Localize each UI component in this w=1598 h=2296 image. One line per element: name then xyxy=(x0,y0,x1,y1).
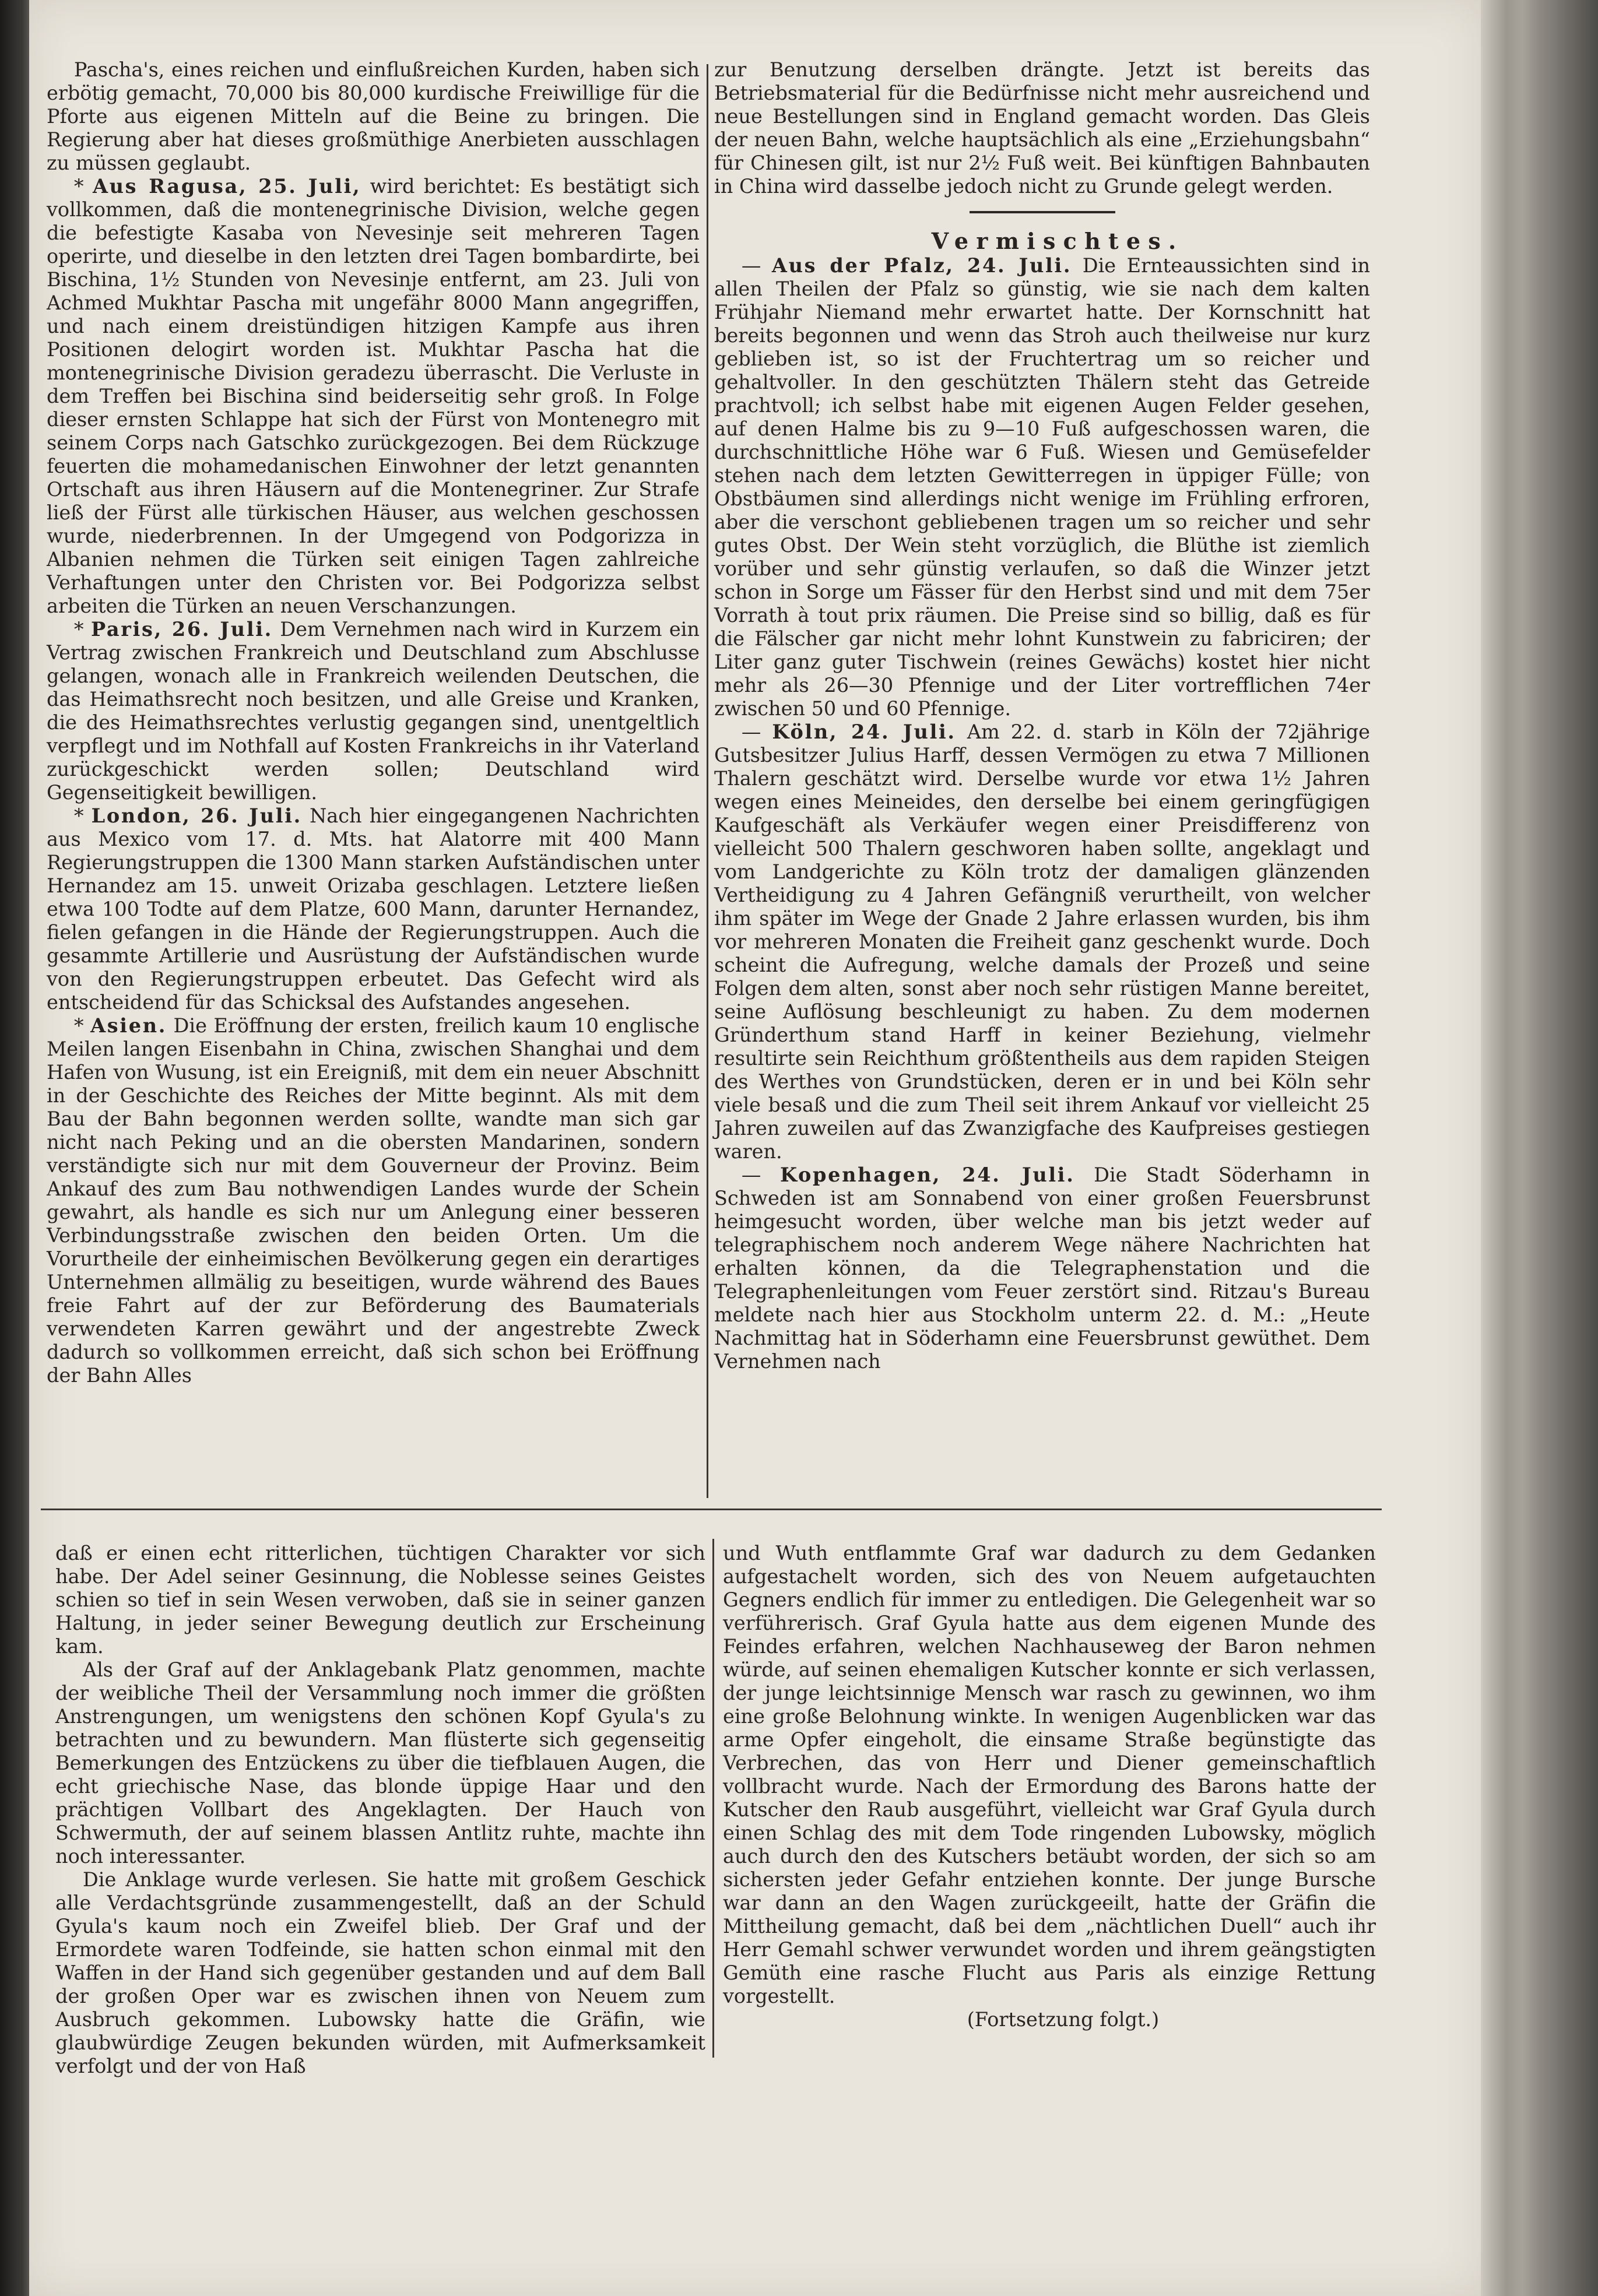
article-body: Die Stadt Söderhamn in Schweden ist am Sonnabend von einer großen Feuersbrunst heimgesucht worden, über welche man bis jetzt weder auf telegraphischem noch anderem Wege nähere Nachrichten hat erhalten können, da die Telegraphenstation und die Telegraphenleitungen vom Feuer zerstört sind. Ritzau's Bureau meldete nach hier aus Stockholm unterm 22. d. M.: „Heute Nachmittag hat in Söderhamn eine Feuersbrunst gewüthet. Dem Vernehmen nach xyxy=(714,1163,1370,1373)
column-bottom-right xyxy=(723,1542,1376,2031)
article-marker: — xyxy=(741,1163,780,1186)
column-top-right xyxy=(714,58,1370,1373)
article-body: Die Eröffnung der ersten, freilich kaum 10 englische Meilen langen Eisenbahn in China, zwischen Shanghai und dem Hafen von Wusung, ist ein Ereigniß, mit dem ein neuer Abschnitt in der Geschichte des Reiches der Mitte beginnt. Als mit dem Bau der Bahn begonnen werden sollte, wandte man sich gar nicht nach Peking und an die obersten Mandarinen, sondern verständigte sich nur mit dem Gouverneur der Provinz. Beim Ankauf des zum Bau nothwendigen Landes wurde der Schein gewahrt, als handle es sich nur um Anlegung einer besseren Verbindungsstraße zwischen den beiden Orten. Um die Vorurtheile der einheimischen Bevölkerung gegen ein derartiges Unternehmen allmälig zu beseitigen, wurde während des Baues freie Fahrt auf der zur Beförderung des Baumaterials verwendeten Karren gewährt und der angestrebte Zweck dadurch so vollkommen erreicht, daß sich schon bei Eröffnung der Bahn Alles xyxy=(47,1014,700,1387)
article-paragraph xyxy=(47,618,700,804)
newspaper-page xyxy=(29,0,1481,2296)
article-dateline: Aus Ragusa, 25. Juli, xyxy=(92,175,361,198)
column-bottom-left xyxy=(55,1542,705,2078)
article-paragraph xyxy=(714,254,1370,720)
article-paragraph xyxy=(55,1658,705,1868)
article-paragraph xyxy=(47,1014,700,1387)
article-paragraph xyxy=(714,1163,1370,1373)
article-marker: — xyxy=(741,254,772,277)
feuilleton-divider xyxy=(41,1509,1382,1510)
article-body: Die Ernteaussichten sind in allen Theilen der Pfalz so günstig, wie sie nach dem kalten Frühjahr Niemand mehr erwartet hatte. Der Kornschnitt hat bereits begonnen und wenn das Stroh auch theilweise nur kurz geblieben ist, so ist der Fruchtertrag um so reicher und gehaltvoller. In den geschützten Thälern steht das Getreide prachtvoll; ich selbst habe mit eigenen Augen Felder gesehen, auf denen Halme bis zu 9—10 Fuß aufgeschossen waren, die durchschnittliche Höhe war 6 Fuß. Wiesen und Gemüsefelder stehen nach dem letzten Gewitterregen in üppiger Fülle; von Obstbäumen sind allerdings nicht wenige im Frühling erfroren, aber die verschont gebliebenen tragen um so reicher und sehr gutes Obst. Der Wein steht vorzüglich, die Blüthe ist ziemlich vorüber und sehr günstig verlaufen, so daß die Winzer jetzt schon in Sorge um Fässer für den Herbst sind und mit dem 75er Vorrath à tout prix räumen. Die Preise sind so billig, daß es für die Fälscher gar nicht mehr lohnt Kunstwein zu fabriciren; der Liter ganz guter Tischwein (reines Gewächs) kostet hier nicht mehr als 26—30 Pfennige und der Liter vortrefflichen 74er zwischen 50 und 60 Pfennige. xyxy=(714,254,1371,720)
article-body: Pascha's, eines reichen und einflußreichen Kurden, haben sich erbötig gemacht, 70,000 bis 80,000 kurdische Freiwillige für die Pforte aus eigenen Mitteln auf die Beine zu bringen. Die Regierung aber hat dieses großmüthige Anerbieten ausschlagen zu müssen geglaubt. xyxy=(47,58,700,174)
continued-text: zur Benutzung derselben drängte. Jetzt ist bereits das Betriebsmaterial für die Bedürfnisse nicht mehr ausreichend und neue Bestellungen sind in England gemacht worden. Das Gleis der neuen Bahn, welche hauptsächlich als eine „Erziehungsbahn“ für Chinesen gilt, ist nur 2½ Fuß weit. Bei künftigen Bahnbauten in China wird dasselbe jedoch nicht zu Grunde gelegt werden. xyxy=(714,58,1370,198)
article-body: Die Anklage wurde verlesen. Sie hatte mit großem Geschick alle Verdachtsgründe zusammengestellt, daß an der Schuld Gyula's kaum noch ein Zweifel blieb. Der Graf und der Ermordete waren Todfeinde, sie hatten schon einmal mit den Waffen in der Hand sich gegenüber gestanden und auf dem Ball der großen Oper war es zwischen ihnen von Neuem zum Ausbruch gekommen. Lubowsky hatte die Gräfin, wie glaubwürdige Zeugen bekunden würden, mit Aufmerksamkeit verfolgt und der von Haß xyxy=(55,1868,705,2077)
article-marker: * xyxy=(73,175,93,198)
article-dateline: London, 26. Juli. xyxy=(91,804,302,827)
article-paragraph xyxy=(47,804,700,1014)
article-dateline: Kopenhagen, 24. Juli. xyxy=(779,1163,1075,1186)
article-body: Dem Vernehmen nach wird in Kurzem ein Vertrag zwischen Frankreich und Deutschland zum Abschlusse gelangen, wonach alle in Frankreich weilenden Deutschen, die das Heimathsrecht noch besitzen, und alle Greise und Kranken, die des Heimathsrechtes verlustig gegangen sind, unentgeltlich verpflegt und im Nothfall auf Kosten Frankreichs in ihr Vaterland zurückgeschickt werden sollen; Deutschland wird Gegenseitigkeit bewilligen. xyxy=(47,618,700,804)
article-paragraph xyxy=(723,1542,1376,2008)
article-paragraph xyxy=(714,720,1370,1163)
scan-edge-right xyxy=(1481,0,1598,2296)
article-marker: * xyxy=(73,618,91,641)
article-dateline: Köln, 24. Juli. xyxy=(772,720,956,743)
article-paragraph xyxy=(55,1542,705,1658)
article-dateline: Aus der Pfalz, 24. Juli. xyxy=(771,254,1072,277)
article-paragraph xyxy=(47,58,700,175)
column-divider-bottom xyxy=(712,1539,714,2058)
article-marker: * xyxy=(73,804,92,827)
article-dateline: Paris, 26. Juli. xyxy=(90,618,273,641)
article-paragraph xyxy=(55,1868,705,2078)
article-paragraph xyxy=(47,175,700,618)
column-top-left xyxy=(47,58,700,1387)
article-body: daß er einen echt ritterlichen, tüchtigen Charakter vor sich habe. Der Adel seiner Gesinnung, die Noblesse seines Geistes schien so tief in sein Wesen verwoben, daß sie in seiner ganzen Haltung, in jeder seiner Bewegung deutlich zur Erscheinung kam. xyxy=(55,1542,705,1658)
article-body: und Wuth entflammte Graf war dadurch zu dem Gedanken aufgestachelt worden, sich des von Neuem aufgetauchten Gegners endlich für immer zu entledigen. Die Gelegenheit war so verführerisch. Graf Gyula hatte aus dem eigenen Munde des Feindes erfahren, welchen Nachhauseweg der Baron nehmen würde, auf seinen ehemaligen Kutscher konnte er sich verlassen, der junge leichtsinnige Mensch war rasch zu gewinnen, wo ihm eine große Belohnung winkte. In wenigen Augenblicken war das arme Opfer eingeholt, die einsame Straße begünstigte das Verbrechen, das von Herr und Diener gemeinschaftlich vollbracht wurde. Nach der Ermordung des Barons hatte der Kutscher den Raub ausgeführt, vielleicht war Graf Gyula durch einen Schlag des mit dem Tode ringenden Lubowsky, möglich auch durch den des Kutschers betäubt worden, der sich so am sichersten jeder Gefahr entziehen konnte. Der junge Bursche war dann an den Wagen zurückgeeilt, hatte der Gräfin die Mittheilung gemacht, daß bei dem „nächtlichen Duell“ auch ihr Herr Gemahl schwer verwundet worden und ihrem geängstigten Gemüth eine rasche Flucht aus Paris als einzige Rettung vorgestellt. xyxy=(723,1542,1376,2007)
continuation-note: (Fortsetzung folgt.) xyxy=(967,2008,1160,2031)
article-body: Als der Graf auf der Anklagebank Platz genommen, machte der weibliche Theil der Versammlung noch immer die größten Anstrengungen, um wenigstens den schönen Kopf Gyula's zu betrachten und zu bewundern. Man flüsterte sich gegenseitig Bemerkungen des Entzückens zu über die tiefblauen Augen, die echt griechische Nase, das blonde üppige Haar und den prächtigen Vollbart des Angeklagten. Der Hauch von Schwermuth, der auf seinem blassen Antlitz ruhte, machte ihn noch interessanter. xyxy=(55,1658,705,1868)
section-heading-vermischtes: Vermischtes. xyxy=(931,228,1184,254)
section-rule xyxy=(970,211,1115,213)
article-dateline: Asien. xyxy=(90,1014,167,1037)
article-body: Nach hier eingegangenen Nachrichten aus Mexico vom 17. d. Mts. hat Alatorre mit 400 Mann Regierungstruppen die 1300 Mann starken Aufständischen unter Hernandez am 15. unweit Orizaba geschlagen. Letztere ließen etwa 100 Todte auf dem Platze, 600 Mann, darunter Hernandez, fielen gefangen in die Hände der Regierungstruppen. Auch die gesammte Artillerie und Ausrüstung der Aufständischen wurde von den Regierungstruppen erbeutet. Das Gefecht wird als entscheidend für das Schicksal des Aufstandes angesehen. xyxy=(47,804,700,1014)
article-body: Am 22. d. starb in Köln der 72jährige Gutsbesitzer Julius Harff, dessen Vermögen zu etwa 7 Millionen Thalern geschätzt wird. Derselbe wurde vor etwa 1½ Jahren wegen eines Meineides, den derselbe bei einem geringfügigen Kaufgeschäft als Verkäufer wegen einer Preisdifferenz von vielleicht 500 Thalern geschworen haben sollte, angeklagt und vom Landgerichte zu Köln trotz der damaligen glänzenden Vertheidigung zu 4 Jahren Gefängniß verurtheilt, von welcher ihm später im Wege der Gnade 2 Jahre erlassen wurden, bis ihm vor mehreren Monaten die Freiheit ganz geschenkt wurde. Doch scheint die Aufregung, welche damals der Prozeß und seine Folgen dem alten, sonst aber noch sehr rüstigen Manne bereitet, seine Auflösung beschleunigt zu haben. Zu dem modernen Gründerthum stand Harff in keiner Beziehung, vielmehr resultirte sein Reichthum größtentheils aus dem rapiden Steigen des Werthes von Grundstücken, deren er in und bei Köln sehr viele besaß und die zum Theil seit ihrem Ankauf vor vielleicht 25 Jahren zuweilen auf das Zwanzigfache des Kaufpreises gestiegen waren. xyxy=(714,720,1370,1163)
article-body: wird berichtet: Es bestätigt sich vollkommen, daß die montenegrinische Division, welche gegen die befestigte Kasaba von Nevesinje seit mehreren Tagen operirte, und dieselbe in den letzten drei Tagen bombardirte, bei Bischina, 1½ Stunden von Nevesinje entfernt, am 23. Juli von Achmed Mukhtar Pascha mit ungefähr 8000 Mann angegriffen, und nach einem dreistündigen hitzigen Kampfe aus ihren Positionen delogirt worden ist. Mukhtar Pascha hat die montenegrinische Division geradezu überrascht. Die Verluste in dem Treffen bei Bischina sind beiderseitig sehr groß. In Folge dieser ernsten Schlappe hat sich der Fürst von Montenegro mit seinem Corps nach Gatschko zurückgezogen. Bei dem Rückzuge feuerten die mohamedanischen Einwohner der letzt genannten Ortschaft aus ihren Häusern auf die Montenegriner. Zur Strafe ließ der Fürst alle türkischen Häuser, aus welchen geschossen wurde, niederbrennen. In der Umgegend von Podgorizza in Albanien nehmen die Türken seit einigen Tagen zahlreiche Verhaftungen unter den Christen vor. Bei Podgorizza selbst arbeiten die Türken an neuen Verschanzungen. xyxy=(47,175,700,617)
article-marker: — xyxy=(741,720,772,743)
column-divider-top xyxy=(707,64,708,1498)
article-marker: * xyxy=(73,1014,91,1037)
